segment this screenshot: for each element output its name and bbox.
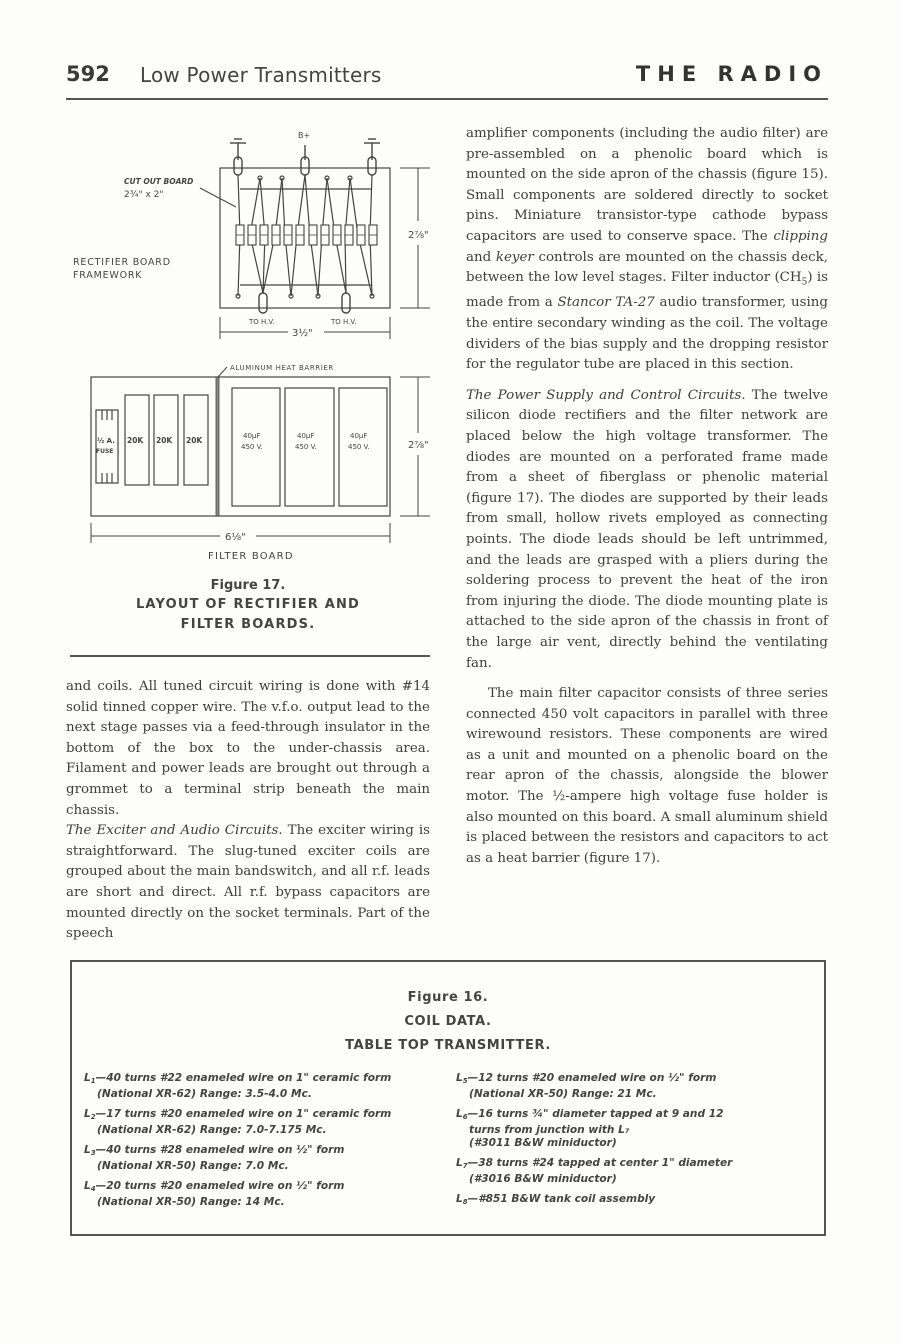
svg-text:2¾" x 2": 2¾" x 2" (124, 190, 164, 200)
svg-text:20K: 20K (186, 436, 203, 445)
figure-16-number: Figure 16. (407, 990, 489, 1005)
right-column (466, 124, 828, 869)
svg-text:40µF: 40µF (243, 432, 261, 440)
chapter-title: Low Power Transmitters (140, 63, 382, 87)
svg-text:450 V.: 450 V. (348, 443, 370, 451)
figure-16-caption (72, 986, 824, 1058)
svg-text:FUSE: FUSE (96, 448, 114, 455)
svg-text:FRAMEWORK: FRAMEWORK (73, 270, 143, 281)
coil-entry: $L_7—38$ turns #24 tapped at center 1" diameter (#3016 B&W miniductor) (456, 1157, 733, 1185)
left-column (66, 677, 430, 945)
svg-text:3½": 3½" (292, 328, 313, 339)
svg-text:40µF: 40µF (350, 432, 368, 440)
svg-text:CUT OUT BOARD: CUT OUT BOARD (124, 177, 194, 186)
svg-text:2⅞": 2⅞" (408, 440, 429, 451)
coil-entry: $L_4—20$ turns #20 enameled wire on ½" form (National XR-50) Range: 14 Mc. (84, 1180, 345, 1208)
coil-entry: $L_6—16$ turns ¾" diameter tapped at 9 and 12 turns from junction with L₇ (#3011 B&W miniductor) (456, 1108, 724, 1149)
figure-17-caption (66, 576, 430, 635)
paragraph: The Power Supply and Control Circuits. The twelve silicon diode rectifiers and the filter network are placed below the high voltage transformer. The diodes are mounted on a perforated frame made from a sheet of fiberglass or phenolic material (figure 17). The diodes are supported by their leads from small, hollow rivets employed as connecting points. The diode leads should be left untrimmed, and the leads are grasped with a pliers during the soldering process to prevent the heat of the iron from injuring the diode. The diode mounting plate is attached to the side apron of the chassis in front of the large air vent, directly behind the ventilating fan. (466, 387, 828, 671)
figure-16-coil-data (70, 960, 826, 1236)
svg-text:6⅛": 6⅛" (225, 532, 246, 543)
svg-text:RECTIFIER BOARD: RECTIFIER BOARD (73, 257, 171, 268)
rectifier-board-diagram (73, 131, 430, 339)
page-number: 592 (66, 62, 110, 86)
paragraph: The main filter capacitor consists of three series connected 450 volt capacitors in parallel with three wirewound resistors. These components are wired as a unit and mounted on a phenolic board on the rear apron of the chassis, alongside the blower motor. The ½-ampere high voltage fuse holder is also mounted on this board. A small aluminum shield is placed between the resistors and capacitors to act as a heat barrier (figure 17). (466, 686, 828, 866)
figure-17-number: Figure 17. (210, 578, 286, 593)
coil-list-left (84, 1072, 454, 1216)
running-header (66, 60, 828, 100)
coil-entry: $L_3—40$ turns #28 enameled wire on ½" form (National XR-50) Range: 7.0 Mc. (84, 1144, 345, 1172)
svg-text:FILTER BOARD: FILTER BOARD (208, 551, 294, 562)
svg-text:TO H.V.: TO H.V. (249, 318, 275, 326)
header-rule (66, 98, 828, 100)
svg-text:B+: B+ (298, 131, 311, 140)
paragraph: and coils. All tuned circuit wiring is done with #14 solid tinned copper wire. The v.f.o. output lead to the next stage passes via a feed-through insulator in the bottom of the box to the under-chassis area. Filament and power leads are brought out through a grommet to a terminal strip beneath the main chassis. (66, 679, 430, 818)
coil-entry: $L_5—12$ turns #20 enameled wire on ½" form (National XR-50) Range: 21 Mc. (456, 1072, 717, 1100)
figure-rule (70, 655, 430, 657)
svg-text:450 V.: 450 V. (295, 443, 317, 451)
svg-text:450 V.: 450 V. (241, 443, 263, 451)
coil-list-right (456, 1072, 816, 1216)
book-title: THE RADIO (635, 62, 828, 86)
svg-text:20K: 20K (156, 436, 173, 445)
svg-text:20K: 20K (127, 436, 144, 445)
run-in-heading: The Exciter and Audio Circuits (66, 823, 279, 839)
svg-text:2⅞": 2⅞" (408, 230, 429, 241)
figure-16-title-line2: TABLE TOP TRANSMITTER. (345, 1038, 551, 1053)
figure-17-title-line2: FILTER BOARDS. (180, 617, 316, 632)
run-in-heading: The Power Supply and Control Circuits (466, 387, 742, 403)
paragraph: The Exciter and Audio Circuits. The exciter wiring is straightforward. The slug-tuned exciter coils are grouped about the main bandswitch, and all r.f. leads are short and direct. All r.f. bypass capacitors are mounted directly on the socket terminals. Part of the speech (66, 823, 430, 942)
svg-text:40µF: 40µF (297, 432, 315, 440)
svg-text:½ A.: ½ A. (97, 437, 115, 445)
coil-entry: $L_2—17$ turns #20 enameled wire on 1" ceramic form (National XR-62) Range: 7.0-7.175 Mc. (84, 1108, 392, 1136)
svg-text:TO H.V.: TO H.V. (331, 318, 357, 326)
filter-board-diagram (91, 364, 430, 562)
coil-entry: $L_8—\#851$ B&W tank coil assembly (456, 1193, 656, 1206)
figure-16-title-line1: COIL DATA. (404, 1014, 492, 1029)
figure-17-title-line1: LAYOUT OF RECTIFIER AND (135, 597, 361, 612)
coil-entry: $L_1—40$ turns #22 enameled wire on 1" ceramic form (National XR-62) Range: 3.5-4.0 Mc. (84, 1072, 392, 1100)
figure-17-diagram (60, 125, 440, 565)
paragraph: amplifier components (including the audio filter) are pre-assembled on a phenolic board which is mounted on the side apron of the chassis (figure 15). Small components are soldered directly to socket pins. Miniature transistor-type cathode bypass capacitors are used to conserve space. The clipping and keyer controls are mounted on the chassis deck, between the low level stages. Filter inductor $(CH_5)$ is made from a Stancor TA-27 audio transformer, using the entire secondary winding as the coil. The voltage dividers of the bias supply and the dropping resistor for the regulator tube are placed in this section. (466, 126, 828, 373)
svg-text:ALUMINUM HEAT BARRIER: ALUMINUM HEAT BARRIER (230, 364, 334, 372)
